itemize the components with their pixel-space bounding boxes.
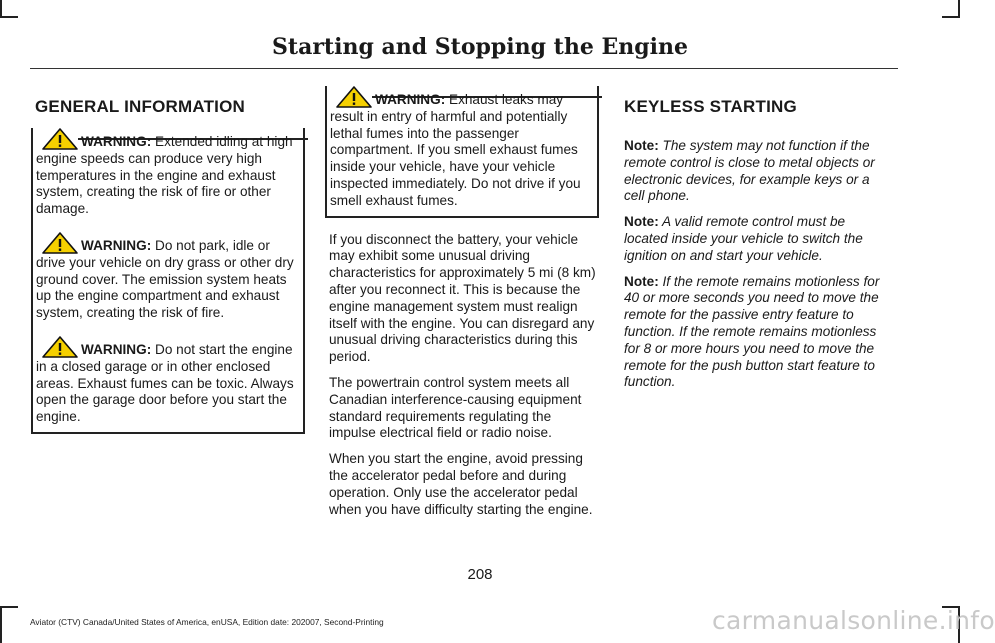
note-label: Note: — [624, 138, 659, 153]
body-paragraph: The powertrain control system meets all Canadian interference-causing equipment standard requirements regulating the impulse electrical field or radio noise. — [329, 374, 582, 441]
warning-text: Extended idling at high engine speeds can produce very high temperatures in the engine and exhaust system, creating the risk of fire or other damage. — [36, 134, 293, 217]
warning-item — [36, 336, 300, 426]
note-text: The system may not function if the remote control is close to metal objects or electronic devices, for example keys or a cell phone. — [624, 138, 875, 204]
warning-item — [36, 128, 300, 218]
warning-text: Exhaust leaks may result in entry of harmful and potentially lethal fumes into the passenger compartment. If you smell exhaust fumes inside your vehicle, have your vehicle inspected immediately. Do not drive if you smell exhaust fumes. — [330, 92, 581, 208]
page-number: 208 — [467, 566, 493, 583]
watermark: carmanualsonline.info — [712, 606, 995, 635]
note-item — [624, 214, 892, 264]
section-heading: KEYLESS STARTING — [624, 97, 797, 116]
page-title: Starting and Stopping the Engine — [272, 34, 688, 60]
note-label: Note: — [624, 273, 659, 289]
warning-label: WARNING: — [81, 134, 152, 149]
column-general-information — [35, 96, 303, 434]
crop-mark — [0, 606, 18, 608]
warning-label: WARNING: — [81, 237, 152, 253]
warning-label: WARNING: — [81, 341, 152, 357]
section-heading: GENERAL INFORMATION — [35, 97, 245, 116]
warning-box — [325, 86, 599, 218]
body-paragraph: When you start the engine, avoid pressing the accelerator pedal before and during operation. Only use the accelerator pedal when you have difficulty starting the engine. — [329, 451, 593, 517]
note-item — [624, 274, 892, 392]
warning-text: Do not park, idle or drive your vehicle on dry grass or other dry ground cover. The emission system heats up the engine compartment and exhaust system, creating the risk of fire. — [36, 237, 294, 321]
note-text: A valid remote control must be located inside your vehicle to switch the ignition on and start your vehicle. — [624, 214, 863, 263]
warning-triangle-icon — [42, 232, 78, 254]
column-keyless-starting — [624, 96, 892, 400]
warning-box — [31, 128, 305, 434]
note-label: Note: — [624, 214, 659, 230]
warning-triangle-icon — [42, 336, 78, 358]
note-text: If the remote remains motionless for 40 or more seconds you need to move the remote for the passive entry feature to function. If the remote remains motionless for 8 or more hours you need to move the remote for the push button start feature to function. — [624, 273, 880, 390]
crop-mark — [0, 606, 2, 643]
warning-item — [36, 232, 300, 322]
warning-item — [330, 86, 594, 210]
header-divider — [30, 68, 898, 69]
warning-triangle-icon — [336, 86, 372, 108]
crop-mark — [942, 16, 960, 18]
crop-mark — [0, 16, 18, 18]
footer-edition-info: Aviator (CTV) Canada/United States of America, enUSA, Edition date: 202007, Second-Printing — [30, 617, 384, 627]
note-item — [624, 138, 892, 205]
warning-triangle-icon — [42, 128, 78, 150]
body-paragraph: If you disconnect the battery, your vehicle may exhibit some unusual driving characteristics for approximately 5 mi (8 km) after you reconnect it. This is because the engine management system must realign itself with the engine. You can disregard any unusual driving characteristics during this period. — [329, 231, 596, 365]
warning-text: Do not start the engine in a closed garage or in other enclosed areas. Exhaust fumes can be toxic. Always open the garage door before you start the engine. — [36, 341, 294, 425]
column-exhaust-and-battery — [329, 92, 597, 527]
warning-label: WARNING: — [375, 92, 446, 107]
